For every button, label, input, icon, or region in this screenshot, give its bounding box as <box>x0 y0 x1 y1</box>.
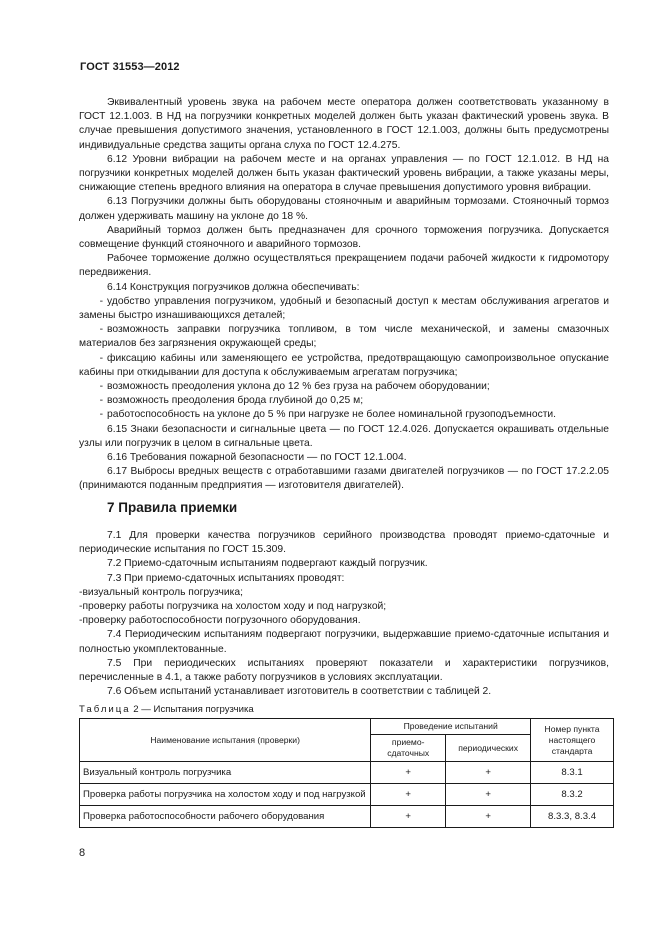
list-item <box>79 323 609 351</box>
paragraph: 7.5 При периодических испытаниях проверяют показатели и характеристики погрузчиков, перечисленные в 4.1, а также работу погрузчиков в условиях эксплуатации. <box>79 657 609 684</box>
cell-test-name: Проверка работы погрузчика на холостом ходу и под нагрузкой <box>80 784 371 806</box>
dash-marker: - <box>79 586 83 598</box>
cell-test-name: Визуальный контроль погрузчика <box>80 762 371 784</box>
cell-periodic: + <box>446 762 531 784</box>
body-text <box>79 96 609 494</box>
cell-periodic: + <box>446 784 531 806</box>
table-caption-word: Таблица <box>79 704 131 715</box>
dash-marker: - <box>99 352 103 364</box>
list-item <box>79 586 609 600</box>
list-item-text: возможность преодоления уклона до 12 % без груза на рабочем оборудовании; <box>107 381 490 393</box>
paragraph: 7.1 Для проверки качества погрузчиков серийного производства проводят приемо-сдаточные и периодические испытания по ГОСТ 15.309. <box>79 530 609 556</box>
cell-clause: 8.3.1 <box>531 762 614 784</box>
list-item-text: возможность заправки погрузчика топливом, в том числе механической, и замены смазочных материалов без загрязнения окружающей среды; <box>79 324 609 350</box>
cell-periodic: + <box>446 806 531 828</box>
table-row <box>80 806 614 828</box>
dash-marker: - <box>99 324 103 336</box>
header-test-group: Проведение испытаний <box>371 719 531 735</box>
paragraph: 6.12 Уровни вибрации на рабочем месте и на органах управления — по ГОСТ 12.1.012. В НД на погрузчики конкретных моделей должен быть указан фактический уровень вибрации, а также указаны меры, снижающие степень вредного влияния на оператора в случае превышения допустимого уровня вибрации. <box>79 153 609 194</box>
paragraph: Эквивалентный уровень звука на рабочем месте оператора должен соответствовать указанному в ГОСТ 12.1.003. В НД на погрузчики конкретных моделей должен быть указан фактический уровень звука. В случае превышения допустимого значения, установленного в ГОСТ 12.1.003, должны быть предусмотрены индивидуальные средства защиты органа слуха по ГОСТ 12.4.275. <box>79 97 609 151</box>
paragraph: 6.16 Требования пожарной безопасности — по ГОСТ 12.1.004. <box>107 452 407 464</box>
cell-clause: 8.3.2 <box>531 784 614 806</box>
tests-table <box>79 718 614 828</box>
table-caption <box>79 704 254 715</box>
dash-marker: - <box>99 409 103 421</box>
paragraph: Аварийный тормоз должен быть предназначен для срочного торможения погрузчика. Допускается совмещение функций стояночного и аварийного тормозов. <box>79 224 609 251</box>
section-heading: 7 Правила приемки <box>107 500 238 515</box>
list-item-text: работоспособность на уклоне до 5 % при нагрузке не более номинальной грузоподъемности. <box>107 409 557 421</box>
paragraph: 6.15 Знаки безопасности и сигнальные цвета — по ГОСТ 12.4.026. Допускается окрашивать отдельные узлы или погрузчик в целом в сигнальные цвета. <box>79 423 609 449</box>
table-row <box>80 762 614 784</box>
paragraph: 7.3 При приемо-сдаточных испытаниях проводят: <box>107 572 345 584</box>
header-acceptance: приемо-сдаточных <box>371 735 446 762</box>
paragraph: 7.4 Периодическим испытаниям подвергают погрузчики, выдержавшие приемо-сдаточные испытания и полностью укомплектованные. <box>79 629 609 655</box>
dash-marker: - <box>99 381 103 393</box>
paragraph: 6.14 Конструкция погрузчиков должна обеспечивать: <box>107 281 360 293</box>
dash-marker: - <box>99 395 103 407</box>
header-test-name: Наименование испытания (проверки) <box>80 719 371 762</box>
list-item <box>79 394 609 408</box>
cell-test-name: Проверка работоспособности рабочего оборудования <box>80 806 371 828</box>
header-clause-number: Номер пункта настоящего стандарта <box>531 719 614 762</box>
list-item-text: проверку работоспособности погрузочного оборудования. <box>82 615 361 627</box>
cell-clause: 8.3.3, 8.3.4 <box>531 806 614 828</box>
page-number: 8 <box>79 847 86 859</box>
paragraph: Рабочее торможение должно осуществляться прекращением подачи рабочей жидкости к гидромотору передвижения. <box>79 253 609 279</box>
table-row <box>80 784 614 806</box>
paragraph: 7.2 Приемо-сдаточным испытаниям подвергают каждый погрузчик. <box>107 558 428 570</box>
cell-acceptance: + <box>371 806 446 828</box>
list-item <box>79 295 609 323</box>
list-item <box>79 352 609 380</box>
list-item <box>79 380 609 394</box>
dash-marker: - <box>99 295 103 307</box>
paragraph: 6.17 Выбросы вредных веществ с отработавшими газами двигателей погрузчиков — по ГОСТ 17.2.2.05 (принимаются поданным предприятия — изготовителя двигателей). <box>79 466 609 492</box>
paragraph: 7.6 Объем испытаний устанавливает изготовитель в соответствии с таблицей 2. <box>107 686 492 698</box>
paragraph: 6.13 Погрузчики должны быть оборудованы стояночным и аварийным тормозами. Стояночный тормоз должен удерживать машину на уклоне до 18 %. <box>79 196 609 222</box>
document-header: ГОСТ 31553—2012 <box>80 61 180 73</box>
table-caption-title: 2 — Испытания погрузчика <box>133 704 254 715</box>
dash-marker: - <box>79 615 83 627</box>
cell-acceptance: + <box>371 784 446 806</box>
list-item <box>79 614 609 628</box>
cell-acceptance: + <box>371 762 446 784</box>
section-text <box>79 529 609 699</box>
header-periodic: периодических <box>446 735 531 762</box>
list-item-text: фиксацию кабины или заменяющего ее устройства, предотвращающую самопроизвольное опускание кабины при откидывании для доступа к обслуживаемым агрегатам погрузчика; <box>79 352 609 378</box>
list-item-text: возможность преодоления брода глубиной до 0,25 м; <box>107 395 364 407</box>
list-item-text: удобство управления погрузчиком, удобный и безопасный доступ к местам обслуживания агрегатов и замены быстро изнашивающихся деталей; <box>79 295 609 322</box>
list-item-text: визуальный контроль погрузчика; <box>82 586 243 598</box>
list-item <box>79 408 609 422</box>
list-item <box>79 600 609 614</box>
list-item-text: проверку работы погрузчика на холостом ходу и под нагрузкой; <box>82 601 387 613</box>
dash-marker: - <box>79 601 83 613</box>
